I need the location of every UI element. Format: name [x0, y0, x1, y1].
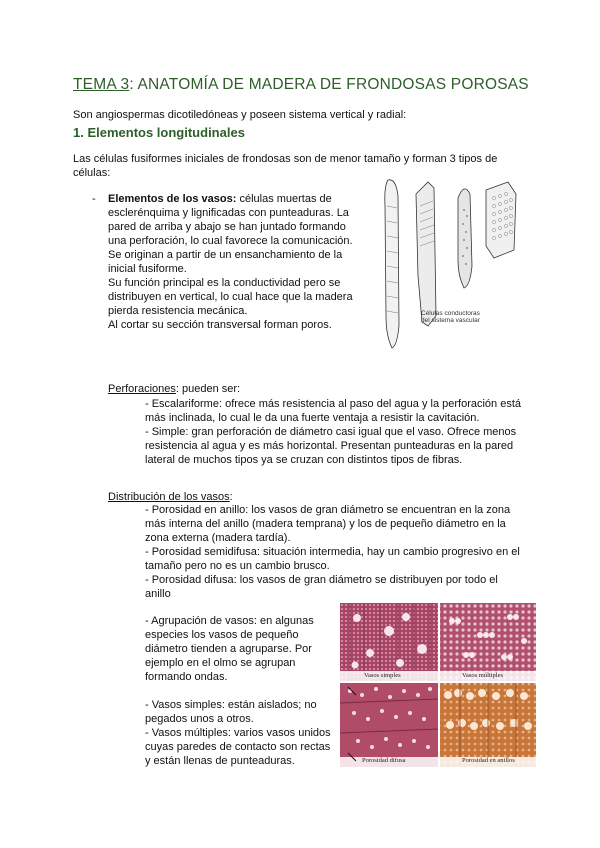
- agr-line-4: formando ondas.: [145, 671, 228, 683]
- vessels-line-8: pierda resistencia mecánica.: [108, 305, 248, 317]
- agr-line-0: - Agrupación de vasos: en algunas: [145, 615, 314, 627]
- distribucion-title: Distribución de los vasos: [108, 491, 230, 503]
- vessels-line-3: una perforación, lo cual favorece la comunicación.: [108, 235, 353, 247]
- vessels-paragraph: [108, 192, 368, 332]
- agr-spacer: [145, 684, 335, 698]
- vessels-line-9: Al cortar su sección transversal forman poros.: [108, 319, 332, 331]
- perforaciones-list: [145, 397, 525, 467]
- intro-text: Son angiospermas dicotiledóneas y poseen sistema vertical y radial:: [73, 109, 407, 121]
- figure-caption-line-1: del sistema vascular: [421, 317, 480, 324]
- dist-line-1: más interna del anillo (madera temprana) y los de pequeño diámetro en la: [145, 518, 506, 530]
- vessels-line-5: inicial fusiforme.: [108, 263, 187, 275]
- title-prefix: TEMA 3: [73, 76, 130, 93]
- perf-line-0: - Escalariforme: ofrece más resistencia al paso del agua y la perforación está: [145, 398, 522, 410]
- agr-line-6: - Vasos simples: están aislados; no: [145, 699, 317, 711]
- dist-line-0: - Porosidad en anillo: los vasos de gran diámetro se encuentran en la zona: [145, 504, 511, 516]
- dist-line-5: - Porosidad difusa: los vasos de gran diámetro se distribuyen por todo el: [145, 574, 498, 586]
- perforaciones-suffix: : pueden ser:: [175, 383, 241, 395]
- label-vasos-multiples: Vasos múltiples: [462, 672, 503, 679]
- section-heading: 1. Elementos longitudinales: [73, 125, 245, 140]
- dist-line-6: anillo: [145, 588, 171, 600]
- agr-line-8: - Vasos múltiples: varios vasos unidos: [145, 727, 331, 739]
- label-porosidad-anillos: Porosidad en anillos: [462, 757, 515, 764]
- agr-line-9: cuyas paredes de contacto son rectas: [145, 741, 331, 753]
- perf-line-3: resistencia al agua y es más horizontal. Presentan punteaduras en la pared: [145, 440, 514, 452]
- agr-line-1: especies los vasos de pequeño: [145, 629, 299, 641]
- agr-line-10: y están llenas de punteaduras.: [145, 755, 295, 767]
- perf-line-1: más inclinada, lo cual le da una fuerte ventaja a resistir la cavitación.: [145, 412, 480, 424]
- dist-line-2: zona externa (madera tardía).: [145, 532, 291, 544]
- figure-caption: [421, 310, 521, 324]
- perf-line-4: lateral de muchos tipos ya se cruzan con distintos tipos de fibras.: [145, 454, 463, 466]
- agr-line-7: pegados unos a otros.: [145, 713, 254, 725]
- agr-line-2: diámetro tienden a agruparse. Por: [145, 643, 312, 655]
- dist-line-3: - Porosidad semidifusa: situación intermedia, hay un cambio progresivo en el: [145, 546, 520, 558]
- distribucion-suffix: :: [229, 491, 233, 503]
- vessels-line-4: Se originan a partir de un ensanchamiento de la: [108, 249, 343, 261]
- bullet: -: [92, 193, 96, 205]
- agrupacion-list: [145, 614, 335, 768]
- vessels-term: Elementos de los vasos:: [108, 193, 237, 205]
- distribucion-list: [145, 503, 525, 601]
- vessels-line-6: Su función principal es la conductividad pero se: [108, 277, 341, 289]
- perf-line-2: - Simple: gran perforación de diámetro casi igual que el vaso. Ofrece menos: [145, 426, 517, 438]
- label-porosidad-difusa: Porosidad difusa: [362, 757, 406, 764]
- title-rest: : ANATOMÍA DE MADERA DE FRONDOSAS POROSAS: [129, 76, 529, 93]
- dist-line-4: tamaño pero no es un cambio brusco.: [145, 560, 330, 572]
- vessels-line-0: células muertas de: [239, 193, 332, 205]
- vessels-line-1: esclerénquima y lignificadas con punteaduras. La: [108, 207, 349, 219]
- figure-caption-line-0: Células conductoras: [421, 310, 480, 317]
- perforaciones-title: Perforaciones: [108, 383, 176, 395]
- page-title: [73, 76, 529, 94]
- agr-line-3: ejemplo en el olmo se agrupan: [145, 657, 296, 669]
- lead-text: Las células fusiformes iniciales de frondosas son de menor tamaño y forman 3 tipos de células:: [73, 153, 498, 179]
- wood-sections-figure: [340, 603, 536, 767]
- vessels-line-2: pared de arriba y abajo se han juntado formando: [108, 221, 346, 233]
- label-vasos-simples: Vasos simples: [364, 672, 401, 679]
- vessels-line-7: distribuyen en vertical, lo cual hace que la madera: [108, 291, 353, 303]
- distribucion-heading: [108, 490, 233, 504]
- perforaciones-heading: [108, 382, 240, 396]
